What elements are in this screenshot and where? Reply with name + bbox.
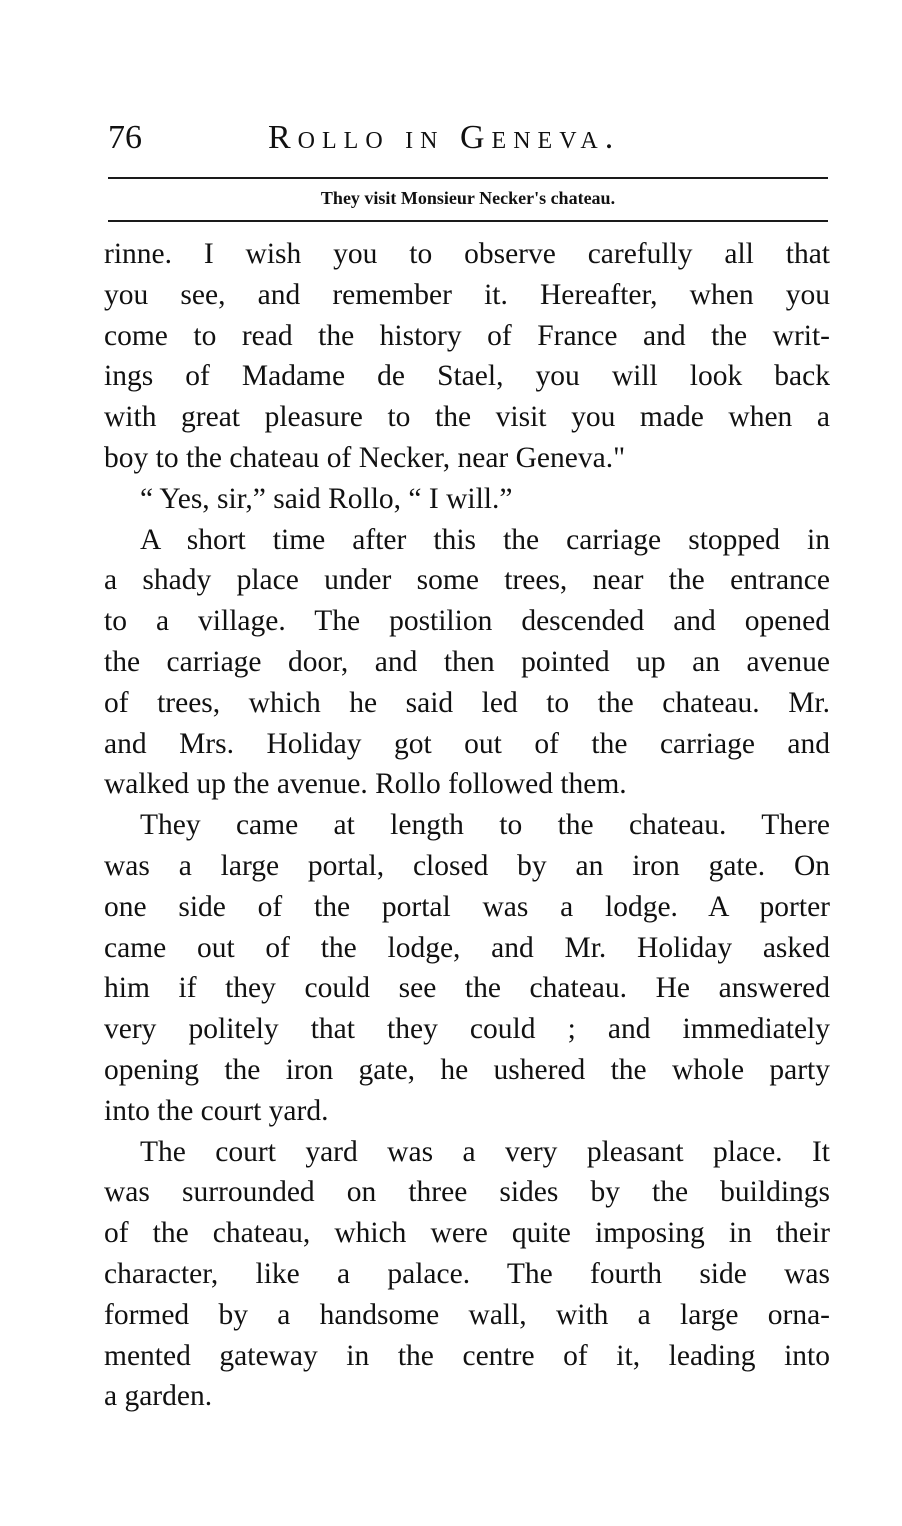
text-line: a garden. [104, 1380, 213, 1413]
text-line: the carriage door, and then pointed up an avenue [104, 645, 830, 678]
body-text [104, 234, 830, 1417]
page-header [108, 112, 828, 162]
running-title: Rollo in Geneva. [268, 119, 621, 156]
header-rule-bottom [108, 220, 828, 222]
text-line: They came at length to the chateau. There [140, 809, 830, 842]
text-line: was a large portal, closed by an iron gate. On [104, 849, 830, 882]
text-line: you see, and remember it. Hereafter, when you [104, 278, 830, 311]
text-line: him if they could see the chateau. He answered [104, 972, 830, 1005]
text-line: of the chateau, which were quite imposing in their [104, 1217, 830, 1250]
text-line: come to read the history of France and the writ- [104, 319, 830, 352]
text-line: very politely that they could ; and immediately [104, 1013, 830, 1046]
text-line: and Mrs. Holiday got out of the carriage and [104, 727, 830, 760]
text-line: of trees, which he said led to the chateau. Mr. [104, 686, 830, 719]
text-line: with great pleasure to the visit you made when a [104, 401, 830, 434]
text-line: boy to the chateau of Necker, near Geneva." [104, 441, 626, 474]
text-line: into the court yard. [104, 1094, 329, 1127]
text-line: ings of Madame de Stael, you will look back [104, 360, 830, 393]
text-line: opening the iron gate, he ushered the whole party [104, 1053, 830, 1086]
text-line: mented gateway in the centre of it, leading into [104, 1339, 830, 1372]
text-line: A short time after this the carriage stopped in [140, 523, 830, 556]
text-line: The court yard was a very pleasant place. It [140, 1135, 830, 1168]
text-line: to a village. The postilion descended and opened [104, 605, 830, 638]
text-line: formed by a handsome wall, with a large orna- [104, 1298, 830, 1331]
text-line: character, like a palace. The fourth side was [104, 1257, 830, 1290]
text-line: “ Yes, sir,” said Rollo, “ I will.” [140, 482, 513, 515]
text-line: a shady place under some trees, near the entrance [104, 564, 830, 597]
text-line: came out of the lodge, and Mr. Holiday asked [104, 931, 830, 964]
text-line: one side of the portal was a lodge. A porter [104, 890, 830, 923]
text-line: rinne. I wish you to observe carefully all that [104, 238, 830, 270]
text-line: was surrounded on three sides by the buildings [104, 1176, 830, 1209]
text-line: walked up the avenue. Rollo followed them. [104, 768, 627, 801]
header-rule-top [108, 177, 828, 179]
page-number: 76 [108, 119, 142, 156]
chapter-subtitle: They visit Monsieur Necker's chateau. [320, 188, 616, 208]
